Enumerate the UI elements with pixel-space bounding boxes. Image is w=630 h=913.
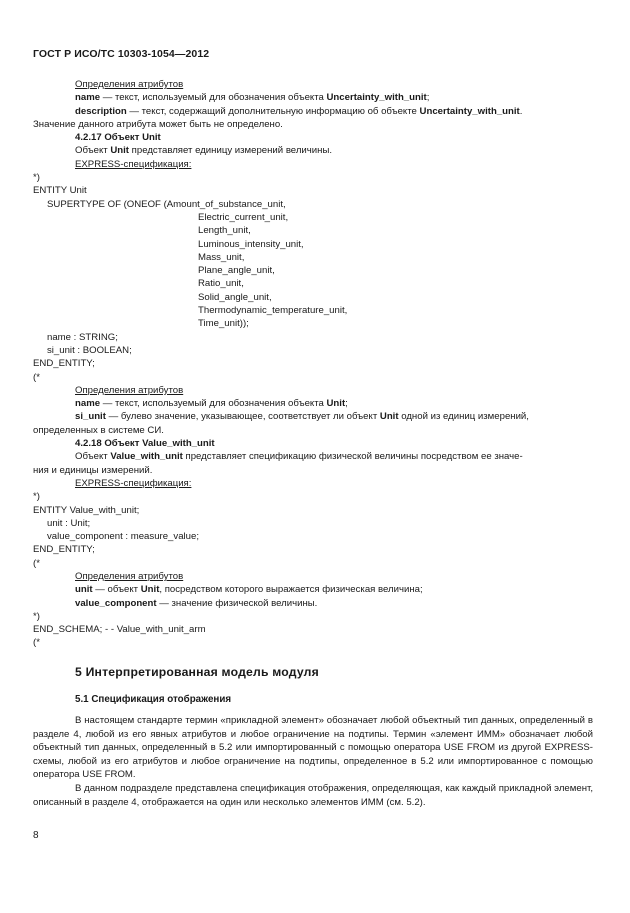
attr-description-line: description — текст, содержащий дополнительную информацию об объекте Uncertainty_with_unit. — [75, 105, 523, 117]
document-header: ГОСТ Р ИСО/ТС 10303-1054—2012 — [33, 48, 210, 60]
attr-description-line2: Значение данного атрибута может быть не определено. — [33, 118, 283, 130]
code-subtype: Solid_angle_unit, — [198, 291, 272, 303]
code-subtype: Thermodynamic_temperature_unit, — [198, 305, 348, 317]
attr-si-unit-line: si_unit — булево значение, указывающее, соответствует ли объект Unit одной из единиц измерений, — [75, 411, 529, 423]
attr-name-line: name — текст, используемый для обозначения объекта Unit; — [75, 398, 348, 410]
code-subtype: Ratio_unit, — [198, 278, 244, 290]
vwu-description-line2: ния и единицы измерений. — [33, 464, 153, 476]
code-attr-value-component: value_component : measure_value; — [47, 531, 199, 543]
attr-value-component-line: value_component — значение физической величины. — [75, 597, 318, 609]
code-subtype: Luminous_intensity_unit, — [198, 238, 304, 250]
attr-si-unit-line2: определенных в системе СИ. — [33, 424, 164, 436]
page-number: 8 — [33, 830, 39, 841]
code-attr-name: name : STRING; — [47, 331, 118, 343]
attr-def-label: Определения атрибутов — [75, 384, 184, 396]
code-attr-unit: unit : Unit; — [47, 517, 91, 529]
code-close: (* — [33, 557, 40, 569]
code-end-schema: END_SCHEMA; - - Value_with_unit_arm — [33, 624, 206, 636]
paragraph: В данном подразделе представлена спецификация отображения, определяющая, как каждый прикладной элемент, описанный в разделе 4, отображается на один или несколько элементов ИММ (см. 5.2). — [33, 782, 593, 808]
code-entity-unit: ENTITY Unit — [33, 185, 87, 197]
unit-express-label: EXPRESS-спецификация: — [75, 158, 192, 170]
code-supertype: SUPERTYPE OF (ONEOF (Amount_of_substance_unit, — [47, 198, 286, 210]
code-close: (* — [33, 371, 40, 383]
code-open: *) — [33, 491, 40, 503]
code-entity-vwu: ENTITY Value_with_unit; — [33, 504, 140, 516]
attr-def-label: Определения атрибутов — [75, 79, 184, 90]
main-content — [33, 78, 593, 650]
vwu-heading: 4.2.18 Объект Value_with_unit — [75, 438, 215, 450]
vwu-description: Объект Value_with_unit представляет спецификацию физической величины посредством ее значе- — [75, 451, 523, 463]
code-open: *) — [33, 610, 40, 622]
section-5-body — [33, 714, 593, 809]
paragraph: В настоящем стандарте термин «прикладной элемент» обозначает любой объектный тип данных, определенный в разделе 4, любой из его явных атрибутов и любое ограничение на подтипы. Термин «элемент ИММ» обозначает любой объектный тип данных, определенный в 5.2 или импортированный с помощью оператора USE FROM из другой EXPRESS-схемы, любой из его атрибутов и любое ограничение на подтипы, определенное в 5.2 или импортированное с помощью оператора USE FROM. — [33, 715, 593, 781]
attr-name-line: name — текст, используемый для обозначения объекта Uncertainty_with_unit; — [75, 92, 430, 104]
attr-def-label: Определения атрибутов — [75, 570, 184, 582]
code-end-entity: END_ENTITY; — [33, 358, 95, 370]
attr-unit-line: unit — объект Unit, посредством которого выражается физическая величина; — [75, 584, 423, 596]
section-5-1-heading: 5.1 Спецификация отображения — [75, 694, 232, 705]
section-5-heading: 5 Интерпретированная модель модуля — [75, 665, 319, 679]
code-subtype: Time_unit)); — [198, 318, 249, 330]
unit-heading: 4.2.17 Объект Unit — [75, 132, 161, 144]
unit-description: Объект Unit представляет единицу измерений величины. — [75, 145, 332, 157]
code-close: (* — [33, 637, 40, 649]
code-subtype: Length_unit, — [198, 225, 251, 237]
code-subtype: Electric_current_unit, — [198, 211, 289, 223]
code-attr-si-unit: si_unit : BOOLEAN; — [47, 344, 132, 356]
code-subtype: Plane_angle_unit, — [198, 265, 275, 277]
code-open: *) — [33, 172, 40, 184]
code-subtype: Mass_unit, — [198, 251, 245, 263]
code-end-entity: END_ENTITY; — [33, 544, 95, 556]
vwu-express-label: EXPRESS-спецификация: — [75, 477, 192, 489]
